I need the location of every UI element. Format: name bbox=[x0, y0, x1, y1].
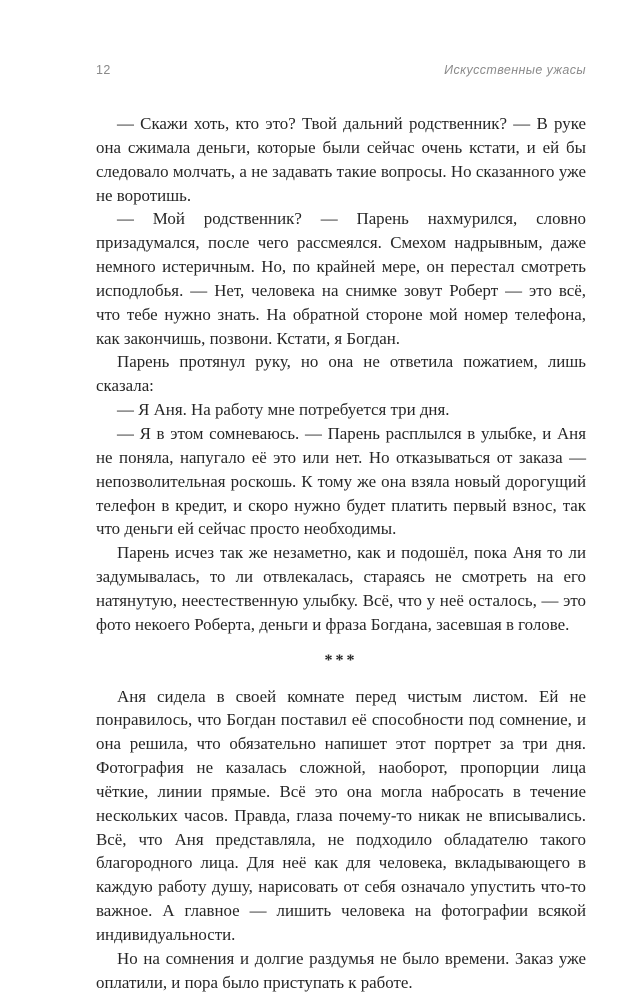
section-separator: *** bbox=[324, 651, 358, 669]
paragraph: Парень исчез так же незаметно, как и подошёл, пока Аня то ли задумывалась, то ли отвлекалась, стараясь не смотреть на его натянутую, неестественную улыбку. Всё, что у неё осталось, — это фото некоего Роберта, деньги и фраза Богдана, засевшая в голове. bbox=[96, 543, 586, 634]
paragraph: — Мой родственник? — Парень нахмурился, словно призадумался, после чего рассмеялся. Смехом надрывным, даже немного истеричным. Но, по крайней мере, он перестал смотреть исподлобья. — Нет, человека на снимке зовут Роберт — это всё, что тебе нужно знать. На обратной стороне мой номер телефона, как закончишь, позвони. Кстати, я Богдан. bbox=[96, 209, 586, 348]
page-number: 12 bbox=[96, 63, 111, 77]
main-text bbox=[96, 112, 586, 995]
paragraph: Но на сомнения и долгие раздумья не было времени. Заказ уже оплатили, и пора было приступать к работе. bbox=[96, 948, 586, 992]
paragraph: — Я Аня. На работу мне потребуется три дня. bbox=[117, 400, 450, 420]
paragraph: Аня сидела в своей комнате перед чистым листом. Ей не понравилось, что Богдан поставил её способности под сомнение, и она решила, что обязательно напишет этот портрет за три дня. Фотография не казалась сложной, наоборот, пропорции лица чёткие, линии прямые. Всё это она могла набросать в течение нескольких часов. Правда, глаза почему-то никак не вписывались. Всё, что Аня представляла, не подходило обладателю такого благородного лица. Для неё как для человека, вкладывающего в каждую работу душу, нарисовать от себя означало упустить что-то важное. А главное — лишить человека на фотографии всякой индивидуальности. bbox=[96, 686, 586, 944]
paragraph: — Скажи хоть, кто это? Твой дальний родственник? — В руке она сжимала деньги, которые были сейчас очень кстати, и ей бы следовало молчать, а не задавать такие вопросы. Но сказанного уже не воротишь. bbox=[96, 114, 586, 205]
paragraph: — Я в этом сомневаюсь. — Парень расплылся в улыбке, и Аня не поняла, напугало её это или нет. Но отказываться от заказа — непозволительная роскошь. К тому же она взяла новый дорогущий телефон в кредит, и скоро нужно будет платить первый взнос, так что деньги ей сейчас просто необходимы. bbox=[96, 423, 586, 539]
book-title: Искусственные ужасы bbox=[444, 63, 586, 77]
paragraph: Парень протянул руку, но она не ответила пожатием, лишь сказала: bbox=[96, 352, 586, 396]
running-head bbox=[96, 63, 586, 81]
